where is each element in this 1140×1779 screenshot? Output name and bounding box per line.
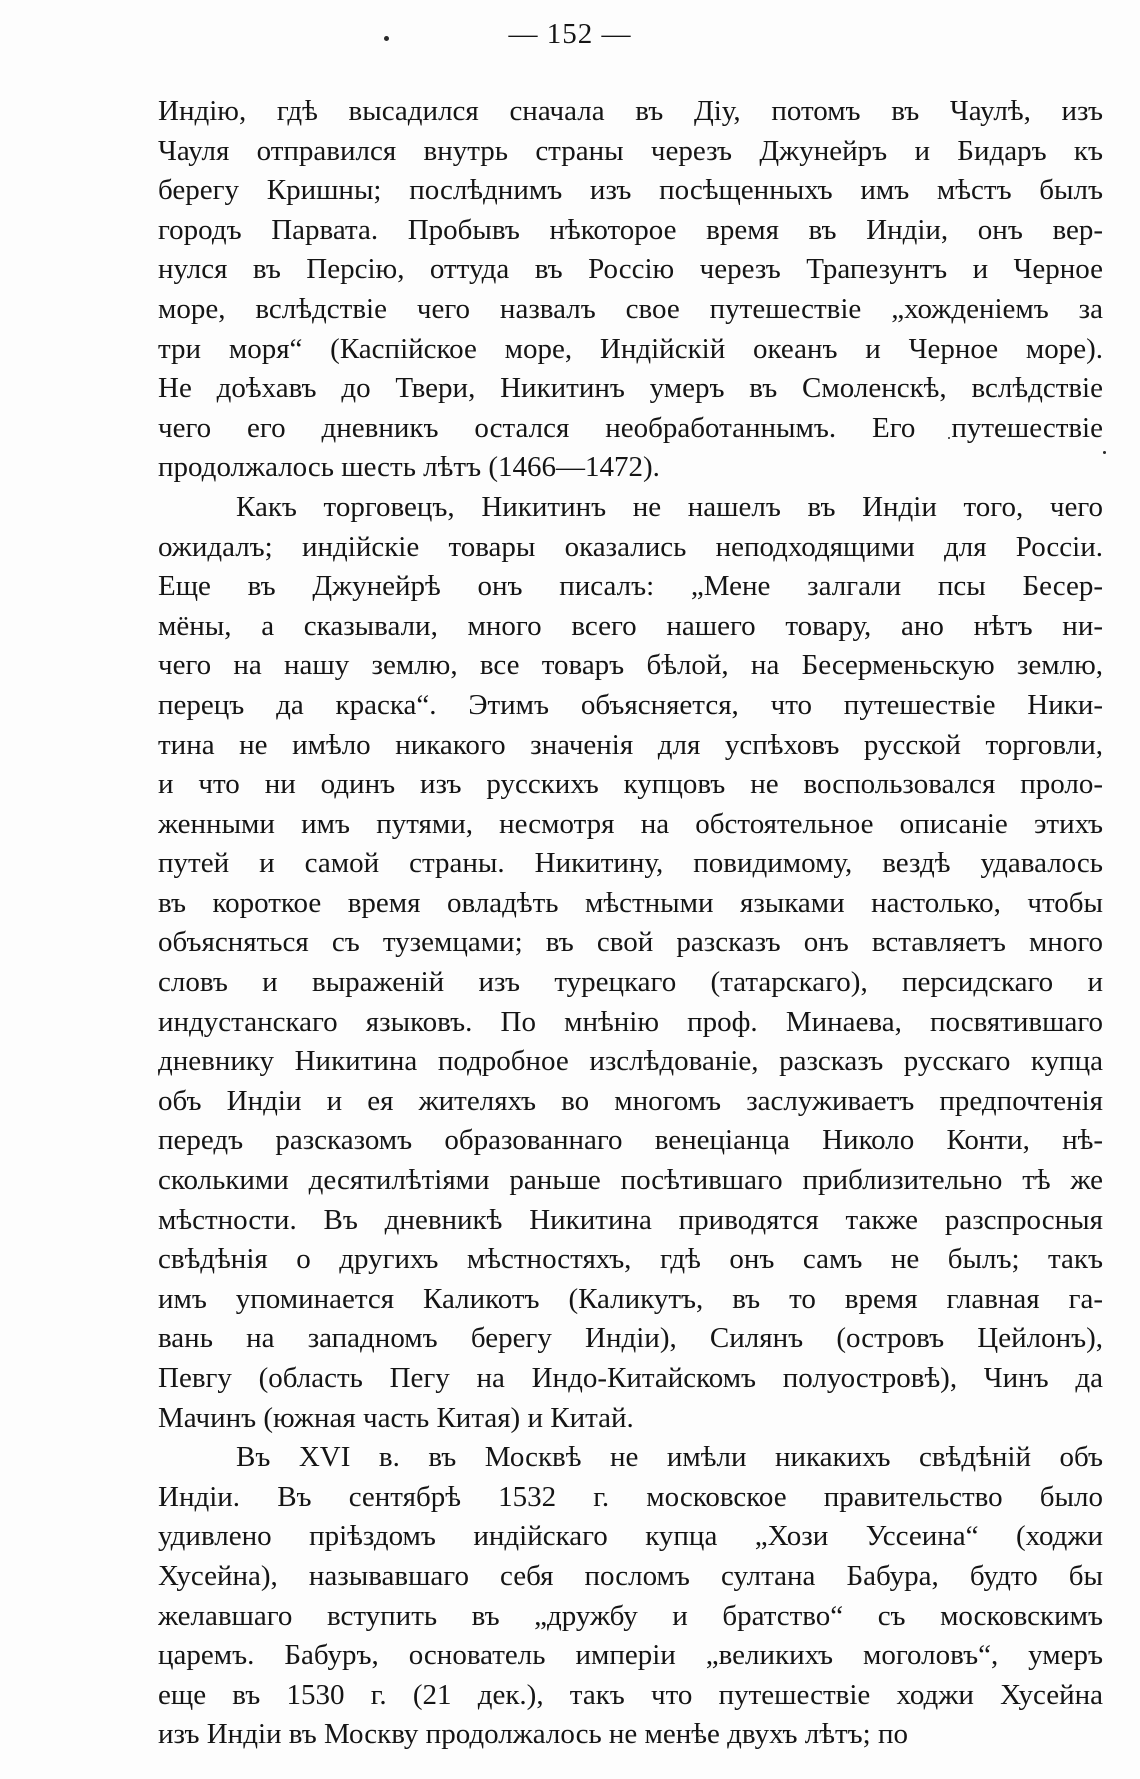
text-line: Мачинъ (южная часть Китая) и Китай. [158, 1401, 634, 1434]
paragraph [158, 488, 1103, 1438]
text-line: Хусейна), называвшаго себя посломъ султана Бабура, будто бы [158, 1559, 1103, 1592]
text-line: мѣстности. Въ дневникѣ Никитина приводятся также разспросныя [158, 1203, 1103, 1236]
text-line: тина не имѣло никакого значенія для успѣховъ русской торговли, [158, 728, 1103, 761]
text-line: имъ упоминается Каликотъ (Каликутъ, въ то время главная га- [158, 1282, 1103, 1315]
text-line: въ короткое время овладѣть мѣстными языками настолько, чтобы [158, 886, 1103, 919]
text-line: Еще въ Джунейрѣ онъ писалъ: „Мене залгали псы Бесер- [158, 570, 1103, 603]
text-line: Индію, гдѣ высадился сначала въ Діу, потомъ въ Чаулѣ, изъ [158, 95, 1103, 127]
text-line: женными имъ путями, несмотря на обстоятельное описаніе этихъ [158, 807, 1103, 840]
page-number: — 152 — [508, 18, 632, 50]
text-line: вань на западномъ берегу Индіи), Силянъ (островъ Цейлонъ), [158, 1322, 1103, 1355]
text-line: Какъ торговецъ, Никитинъ не нашелъ въ Индіи того, чего [236, 490, 1103, 523]
text-line: объясняться съ туземцами; въ свой разсказъ онъ вставляетъ много [158, 926, 1103, 959]
paragraph [158, 1438, 1103, 1755]
text-line: мёны, а сказывали, много всего нашего товару, ано нѣтъ ни- [158, 609, 1103, 642]
text-line: Въ XVI в. въ Москвѣ не имѣли никакихъ свѣдѣній объ [236, 1441, 1103, 1474]
text-line: продолжалось шесть лѣтъ (1466—1472). [158, 451, 660, 484]
text-line: свѣдѣнія о другихъ мѣстностяхъ, гдѣ онъ самъ не былъ; такъ [158, 1243, 1103, 1276]
text-line: словъ и выраженій изъ турецкаго (татарскаго), персидскаго и [158, 966, 1103, 999]
body-text [158, 92, 1103, 1755]
text-line: берегу Кришны; послѣднимъ изъ посѣщенныхъ имъ мѣстъ былъ [158, 174, 1103, 207]
paragraph [158, 92, 1103, 488]
text-line: городъ Парвата. Пробывъ нѣкоторое время въ Индіи, онъ вер- [158, 213, 1103, 246]
text-line: Певгу (область Пегу на Индо-Китайскомъ полуостровѣ), Чинъ да [158, 1362, 1103, 1394]
text-line: чего на нашу землю, все товаръ бѣлой, на Бесерменьскую землю, [158, 649, 1103, 682]
text-line: и что ни одинъ изъ русскихъ купцовъ не воспользовался проло- [158, 768, 1103, 801]
text-line: индустанскаго языковъ. По мнѣнію проф. Минаева, посвятившаго [158, 1005, 1103, 1038]
text-line: желавшаго вступить въ „дружбу и братство“ съ московскимъ [158, 1599, 1103, 1632]
text-line: дневнику Никитина подробное изслѣдованіе, разсказъ русскаго купца [158, 1045, 1103, 1078]
text-line: царемъ. Бабуръ, основатель имперіи „великихъ моголовъ“, умеръ [158, 1639, 1103, 1672]
text-line: изъ Индіи въ Москву продолжалось не менѣе двухъ лѣтъ; по [158, 1718, 908, 1751]
text-line: еще въ 1530 г. (21 дек.), такъ что путешествіе ходжи Хусейна [158, 1678, 1103, 1711]
text-line: море, вслѣдствіе чего назвалъ свое путешествіе „хожденіемъ за [158, 292, 1103, 325]
text-line: удивлено пріѣздомъ индійскаго купца „Хози Уссеина“ (ходжи [158, 1520, 1103, 1553]
text-line: чего его дневникъ остался необработаннымъ. Его путешествіе [158, 411, 1103, 444]
text-line: путей и самой страны. Никитину, повидимому, вездѣ удавалось [158, 847, 1103, 880]
text-line: три моря“ (Каспійское море, Индійскій океанъ и Черное море). [158, 332, 1103, 365]
text-line: Чауля отправился внутрь страны черезъ Джунейръ и Бидаръ къ [158, 134, 1103, 167]
text-line: передъ разсказомъ образованнаго венеціанца Николо Конти, нѣ- [158, 1124, 1103, 1157]
text-line: Не доѣхавъ до Твери, Никитинъ умеръ въ Смоленскѣ, вслѣдствіе [158, 372, 1103, 405]
text-line: Индіи. Въ сентябрѣ 1532 г. московское правительство было [158, 1480, 1103, 1513]
text-line: сколькими десятилѣтіями раньше посѣтившаго приблизительно тѣ же [158, 1164, 1103, 1197]
text-line: нулся въ Персію, оттуда въ Россію черезъ Трапезунтъ и Черное [158, 253, 1103, 286]
ink-speck [1103, 451, 1106, 454]
text-line: ожидалъ; индійскіе товары оказались неподходящими для Россіи. [158, 530, 1103, 563]
text-line: объ Индіи и ея жителяхъ во многомъ заслуживаетъ предпочтенія [158, 1084, 1103, 1117]
ink-speck [384, 36, 389, 41]
text-line: перецъ да краска“. Этимъ объясняется, что путешествіе Ники- [158, 688, 1103, 721]
